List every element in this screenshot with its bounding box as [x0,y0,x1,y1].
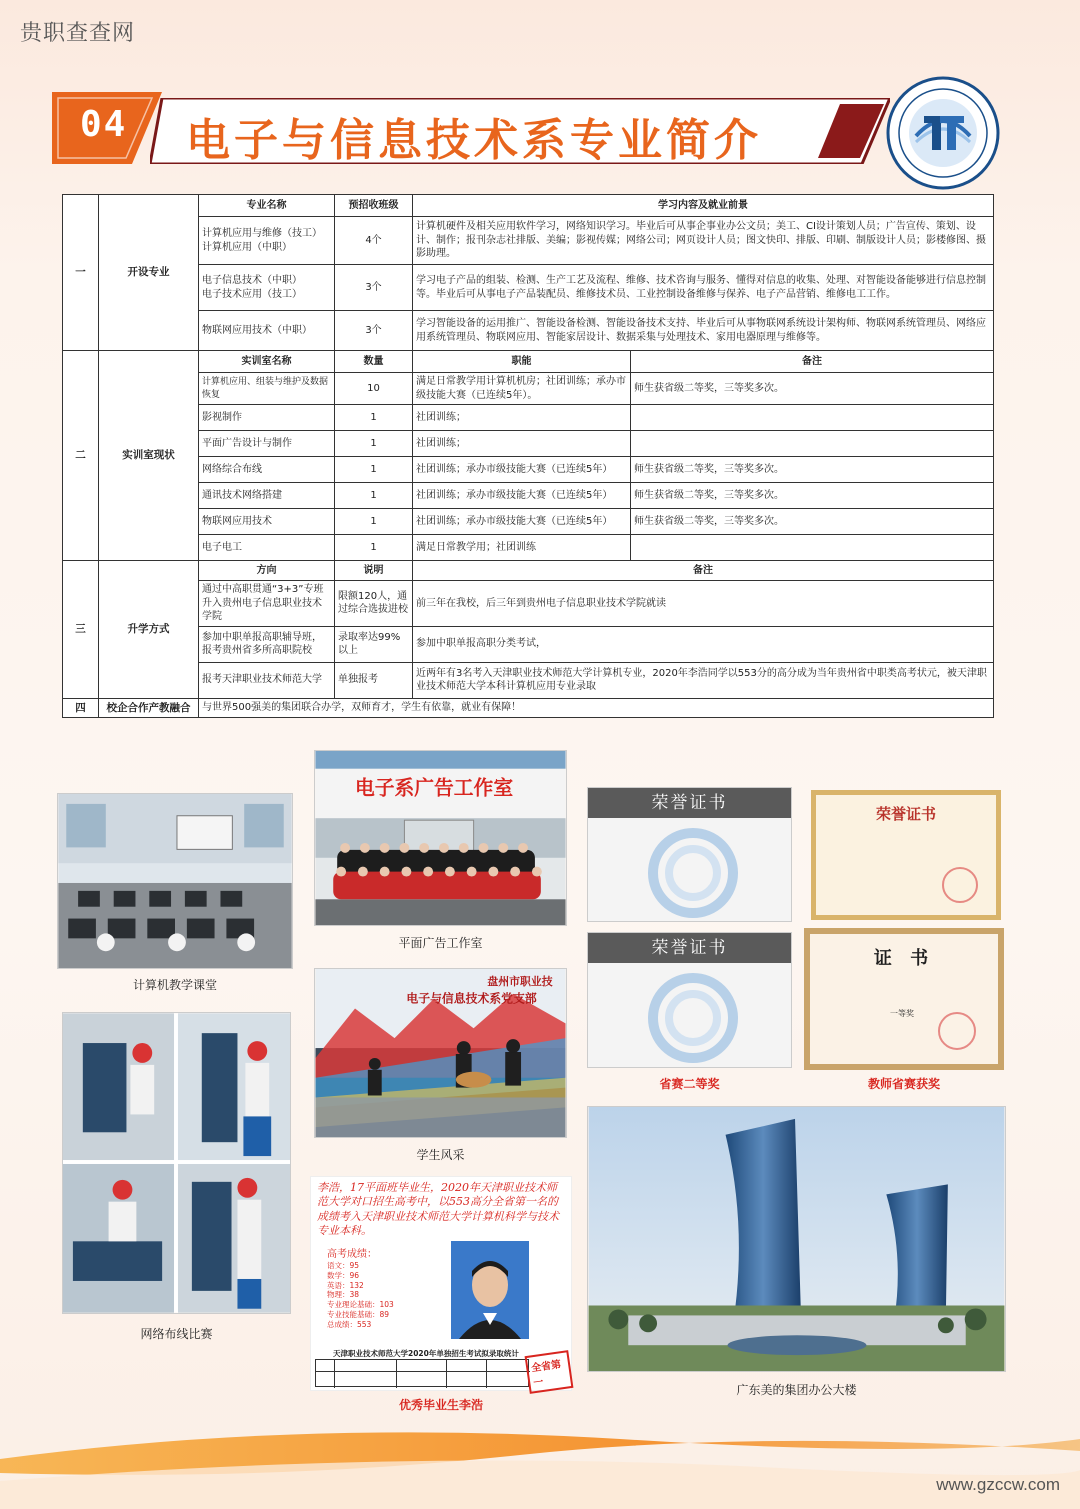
table-cell: 10 [335,373,413,405]
footer-wave [0,1419,1080,1509]
table-cell: 学习智能设备的运用推广、智能设备检测、智能设备技术支持、毕业后可从事物联网系统设计架构师、物联网系统管理员、网络应用系统管理员、物联网应用、智能家居设计、数据采集与处理技术、家用电器原理与维修等。 [413,311,994,351]
table-cell: 1 [335,483,413,509]
table-cell: 近两年有3名考入天津职业技术师范大学计算机专业，2020年李浩同学以553分的高分成为当年贵州省中职类高考状元，被天津职业技术师范大学本科计算机应用专业录取 [413,662,994,698]
photo-caption: 广东美的集团办公大楼 [736,1383,857,1397]
certificate-title: 荣誉证书 [588,933,791,963]
table-cell: 前三年在我校，后三年到贵州电子信息职业技术学院就读 [413,581,994,627]
photo-caption: 优秀毕业生李浩 [398,1398,483,1412]
program-info-table [62,194,994,718]
column-header: 方向 [199,561,335,581]
table-cell: 3个 [335,265,413,311]
column-header: 数量 [335,351,413,373]
photo-caption: 教师省赛获奖 [867,1077,940,1091]
classroom-photo [57,793,293,969]
table-cell: 电子信息技术（中职） 电子技术应用（技工） [199,265,335,311]
table-cell: 报考天津职业技术师范大学 [199,662,335,698]
certificate-title: 荣誉证书 [875,805,936,823]
table-row [63,265,994,311]
scores-list [327,1261,394,1329]
student-style-photo [314,968,567,1138]
table-cell: 1 [335,509,413,535]
photo-caption: 省赛二等奖 [659,1077,720,1091]
table-cell [631,535,994,561]
section-name: 实训室现状 [99,351,199,561]
score-item: 专业理论基础：103 [327,1300,394,1309]
certificate-emblem-icon [638,828,748,918]
table-cell [631,431,994,457]
table-cell: 师生获省级二等奖，三等奖多次。 [631,373,994,405]
section-name: 开设专业 [99,195,199,351]
certificate-title: 证 书 [873,948,935,969]
section-number: 04 [80,104,128,145]
section-index: 四 [63,698,99,717]
table-cell: 3个 [335,311,413,351]
certificate [811,790,1001,920]
table-cell: 社团训练； [413,431,631,457]
table-cell: 师生获省级二等奖，三等奖多次。 [631,483,994,509]
table-cell [631,405,994,431]
table-row [63,457,994,483]
graduate-panel [310,1176,572,1391]
table-cell: 与世界500强美的集团联合办学，双师育才，学生有依靠，就业有保障！ [199,698,994,717]
watermark-text: 贵职查查网 [20,21,136,46]
scores-title: 高考成绩： [327,1249,377,1260]
column-header: 实训室名称 [199,351,335,373]
table-cell: 单独报考 [335,662,413,698]
table-cell: 影视制作 [199,405,335,431]
column-header: 备注 [413,561,994,581]
table-row [63,483,994,509]
section-index: 一 [63,195,99,351]
table-cell: 通讯技术网络搭建 [199,483,335,509]
table-cell: 计算机应用与维修（技工） 计算机应用（中职） [199,217,335,265]
table-cell: 满足日常教学用；社团训练 [413,535,631,561]
table-cell: 计算机应用、组装与维护及数据恢复 [199,373,335,405]
table-cell: 限额120人，通过综合选拔进校 [335,581,413,627]
column-header: 职能 [413,351,631,373]
photo-caption: 计算机教学课堂 [132,978,217,992]
stage-banner: 盘州市职业技 [487,974,553,988]
certificate [587,932,792,1068]
photo-caption: 网络布线比赛 [140,1327,213,1341]
column-header: 专业名称 [199,195,335,217]
table-cell: 学习电子产品的组装、检测、生产工艺及流程、维修、技术咨询与服务、懂得对信息的收集、处理、对智能设备能够进行信息控制等。毕业后可从事电子产品装配员、维修技术员、工业控制设备维修与保养、电子产品营销、维修电工工作。 [413,265,994,311]
column-header: 学习内容及就业前景 [413,195,994,217]
column-header: 备注 [631,351,994,373]
table-cell: 1 [335,431,413,457]
studio-sign: 电子系广告工作室 [354,776,514,800]
table-cell: 社团训练；承办市级技能大赛（已连续5年） [413,509,631,535]
admission-table [315,1359,529,1387]
certificate-title: 荣誉证书 [588,788,791,818]
table-row [63,698,994,717]
graduate-story: 李浩，17平面班毕业生，2020年天津职业技术师范大学对口招生高考中，以553高分全省第一名的成绩考入天津职业技术师范大学计算机科学与技术专业本科。 [317,1181,559,1237]
table-row [63,626,994,662]
table-row [63,431,994,457]
graduate-portrait [451,1241,529,1339]
table-row [63,217,994,265]
table-cell: 4个 [335,217,413,265]
table-cell: 网络综合布线 [199,457,335,483]
column-header: 说明 [335,561,413,581]
score-item: 数学：96 [327,1270,360,1280]
table-cell: 1 [335,535,413,561]
table-cell: 物联网应用技术（中职） [199,311,335,351]
table-cell: 社团训练；承办市级技能大赛（已连续5年） [413,483,631,509]
table-cell: 物联网应用技术 [199,509,335,535]
table-cell: 通过中高职贯通“3+3”专班升入贵州电子信息职业技术学院 [199,581,335,627]
certificate-prize: 一等奖 [890,1009,914,1018]
table-cell: 1 [335,405,413,431]
table-cell: 满足日常教学用计算机机房；社团训练；承办市级技能大赛（已连续5年）。 [413,373,631,405]
wiring-contest-photo [62,1012,291,1314]
midea-building-photo [587,1106,1006,1372]
section-name: 升学方式 [99,561,199,699]
score-item: 英语：132 [327,1280,364,1290]
table-cell: 师生获省级二等奖，三等奖多次。 [631,457,994,483]
table-cell: 师生获省级二等奖，三等奖多次。 [631,509,994,535]
page-title: 电子与信息技术系专业简介 [186,115,762,166]
photo-caption: 平面广告工作室 [398,936,483,950]
score-item: 语文：95 [327,1261,360,1270]
table-row [63,373,994,405]
certificate-emblem-icon [638,973,748,1063]
score-item: 专业技能基础：89 [327,1309,390,1319]
table-cell: 社团训练； [413,405,631,431]
table-row [63,535,994,561]
table-cell: 计算机硬件及相关应用软件学习，网络知识学习。毕业后可从事企事业办公文员；美工、CI设计策划人员；广告宣传、策划、设计、制作；报刊杂志社排版、美编；影视传媒；网络公司；网页设计人员；图文快印、排版、印刷、制版设计人员；影楼修图、摄影助理。 [413,217,994,265]
table-row [63,195,994,217]
section-name: 校企合作产教融合 [99,698,199,717]
table-cell: 录取率达99%以上 [335,626,413,662]
table-cell: 电子电工 [199,535,335,561]
table-row [63,405,994,431]
table-cell: 参加中职单报高职辅导班，报考贵州省多所高职院校 [199,626,335,662]
seal-icon [942,867,978,903]
ad-studio-photo [314,750,567,926]
table-cell: 平面广告设计与制作 [199,431,335,457]
column-header: 预招收班级 [335,195,413,217]
table-cell: 参加中职单报高职分类考试， [413,626,994,662]
school-logo-icon [886,76,1000,190]
admission-table-title: 天津职业技术师范大学2020年单独招生考试拟录取统计 [333,1349,519,1358]
table-row [63,509,994,535]
stage-banner: 电子与信息技术系党支部 [406,991,537,1006]
table-cell: 社团训练；承办市级技能大赛（已连续5年） [413,457,631,483]
score-item: 物理：38 [327,1290,360,1300]
table-row [63,581,994,627]
section-index: 二 [63,351,99,561]
photo-caption: 学生风采 [416,1148,465,1162]
score-item: 总成绩：553 [327,1319,372,1329]
table-row [63,662,994,698]
seal-icon [938,1012,976,1050]
first-place-stamp: 全省第一 [525,1350,574,1394]
section-index: 三 [63,561,99,699]
certificate [587,787,792,922]
table-row [63,351,994,373]
table-cell: 1 [335,457,413,483]
certificate [804,928,1004,1070]
table-row [63,311,994,351]
site-url: www.gzccw.com [936,1475,1060,1494]
table-row [63,561,994,581]
